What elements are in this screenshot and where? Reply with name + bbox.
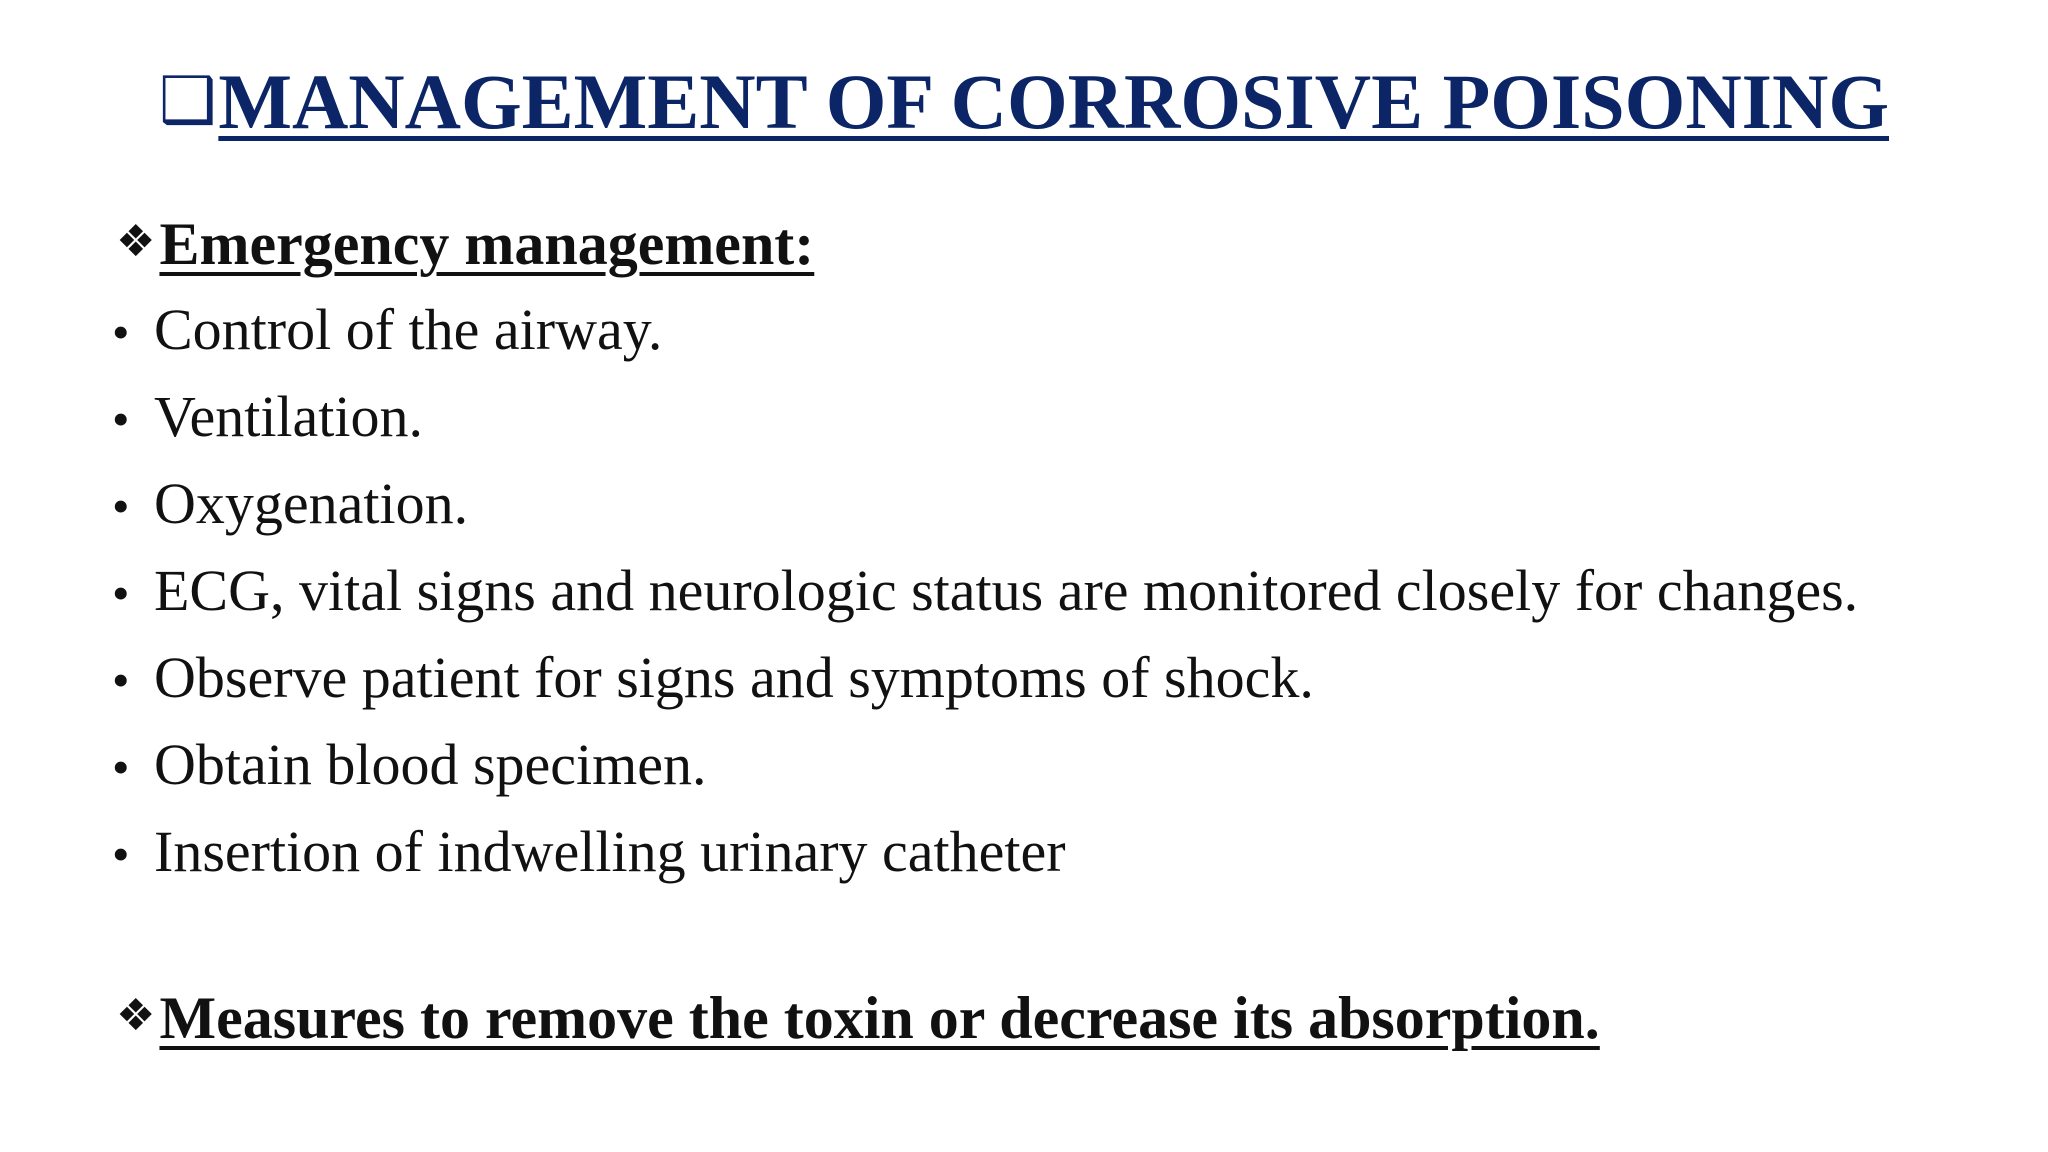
list-item	[112, 373, 1858, 460]
bullet-icon: •	[112, 391, 130, 447]
emergency-management-list	[112, 286, 1858, 895]
list-item-text: Insertion of indwelling urinary catheter	[154, 819, 1066, 884]
list-item-text: Control of the airway.	[154, 297, 663, 362]
title-text: MANAGEMENT OF CORROSIVE POISONING	[218, 58, 1889, 145]
bullet-icon: •	[112, 652, 130, 708]
bullet-icon: •	[112, 826, 130, 882]
toxin-removal-heading	[116, 976, 1600, 1058]
list-item-text: ECG, vital signs and neurologic status are monitored closely for changes.	[154, 558, 1859, 623]
bullet-icon: •	[112, 739, 130, 795]
list-item-text: Obtain blood specimen.	[154, 732, 707, 797]
emergency-management-heading-text: Emergency management:	[159, 211, 815, 277]
checkbox-bullet-icon: ❑	[158, 64, 217, 138]
list-item	[112, 721, 1858, 808]
list-item	[112, 286, 1858, 373]
list-item-text: Oxygenation.	[154, 471, 469, 536]
list-item-text: Observe patient for signs and symptoms of shock.	[154, 645, 1314, 710]
emergency-management-heading	[116, 202, 814, 284]
diamond-bullet-icon: ❖	[116, 216, 156, 267]
list-item	[112, 460, 1858, 547]
list-item-text: Ventilation.	[154, 384, 424, 449]
list-item	[112, 634, 1858, 721]
list-item	[112, 808, 1858, 895]
list-item	[112, 547, 1858, 634]
diamond-bullet-icon: ❖	[116, 990, 156, 1041]
slide-title	[0, 46, 2048, 157]
bullet-icon: •	[112, 304, 130, 360]
toxin-removal-heading-text: Measures to remove the toxin or decrease its absorption.	[159, 985, 1600, 1051]
bullet-icon: •	[112, 565, 130, 621]
bullet-icon: •	[112, 478, 130, 534]
